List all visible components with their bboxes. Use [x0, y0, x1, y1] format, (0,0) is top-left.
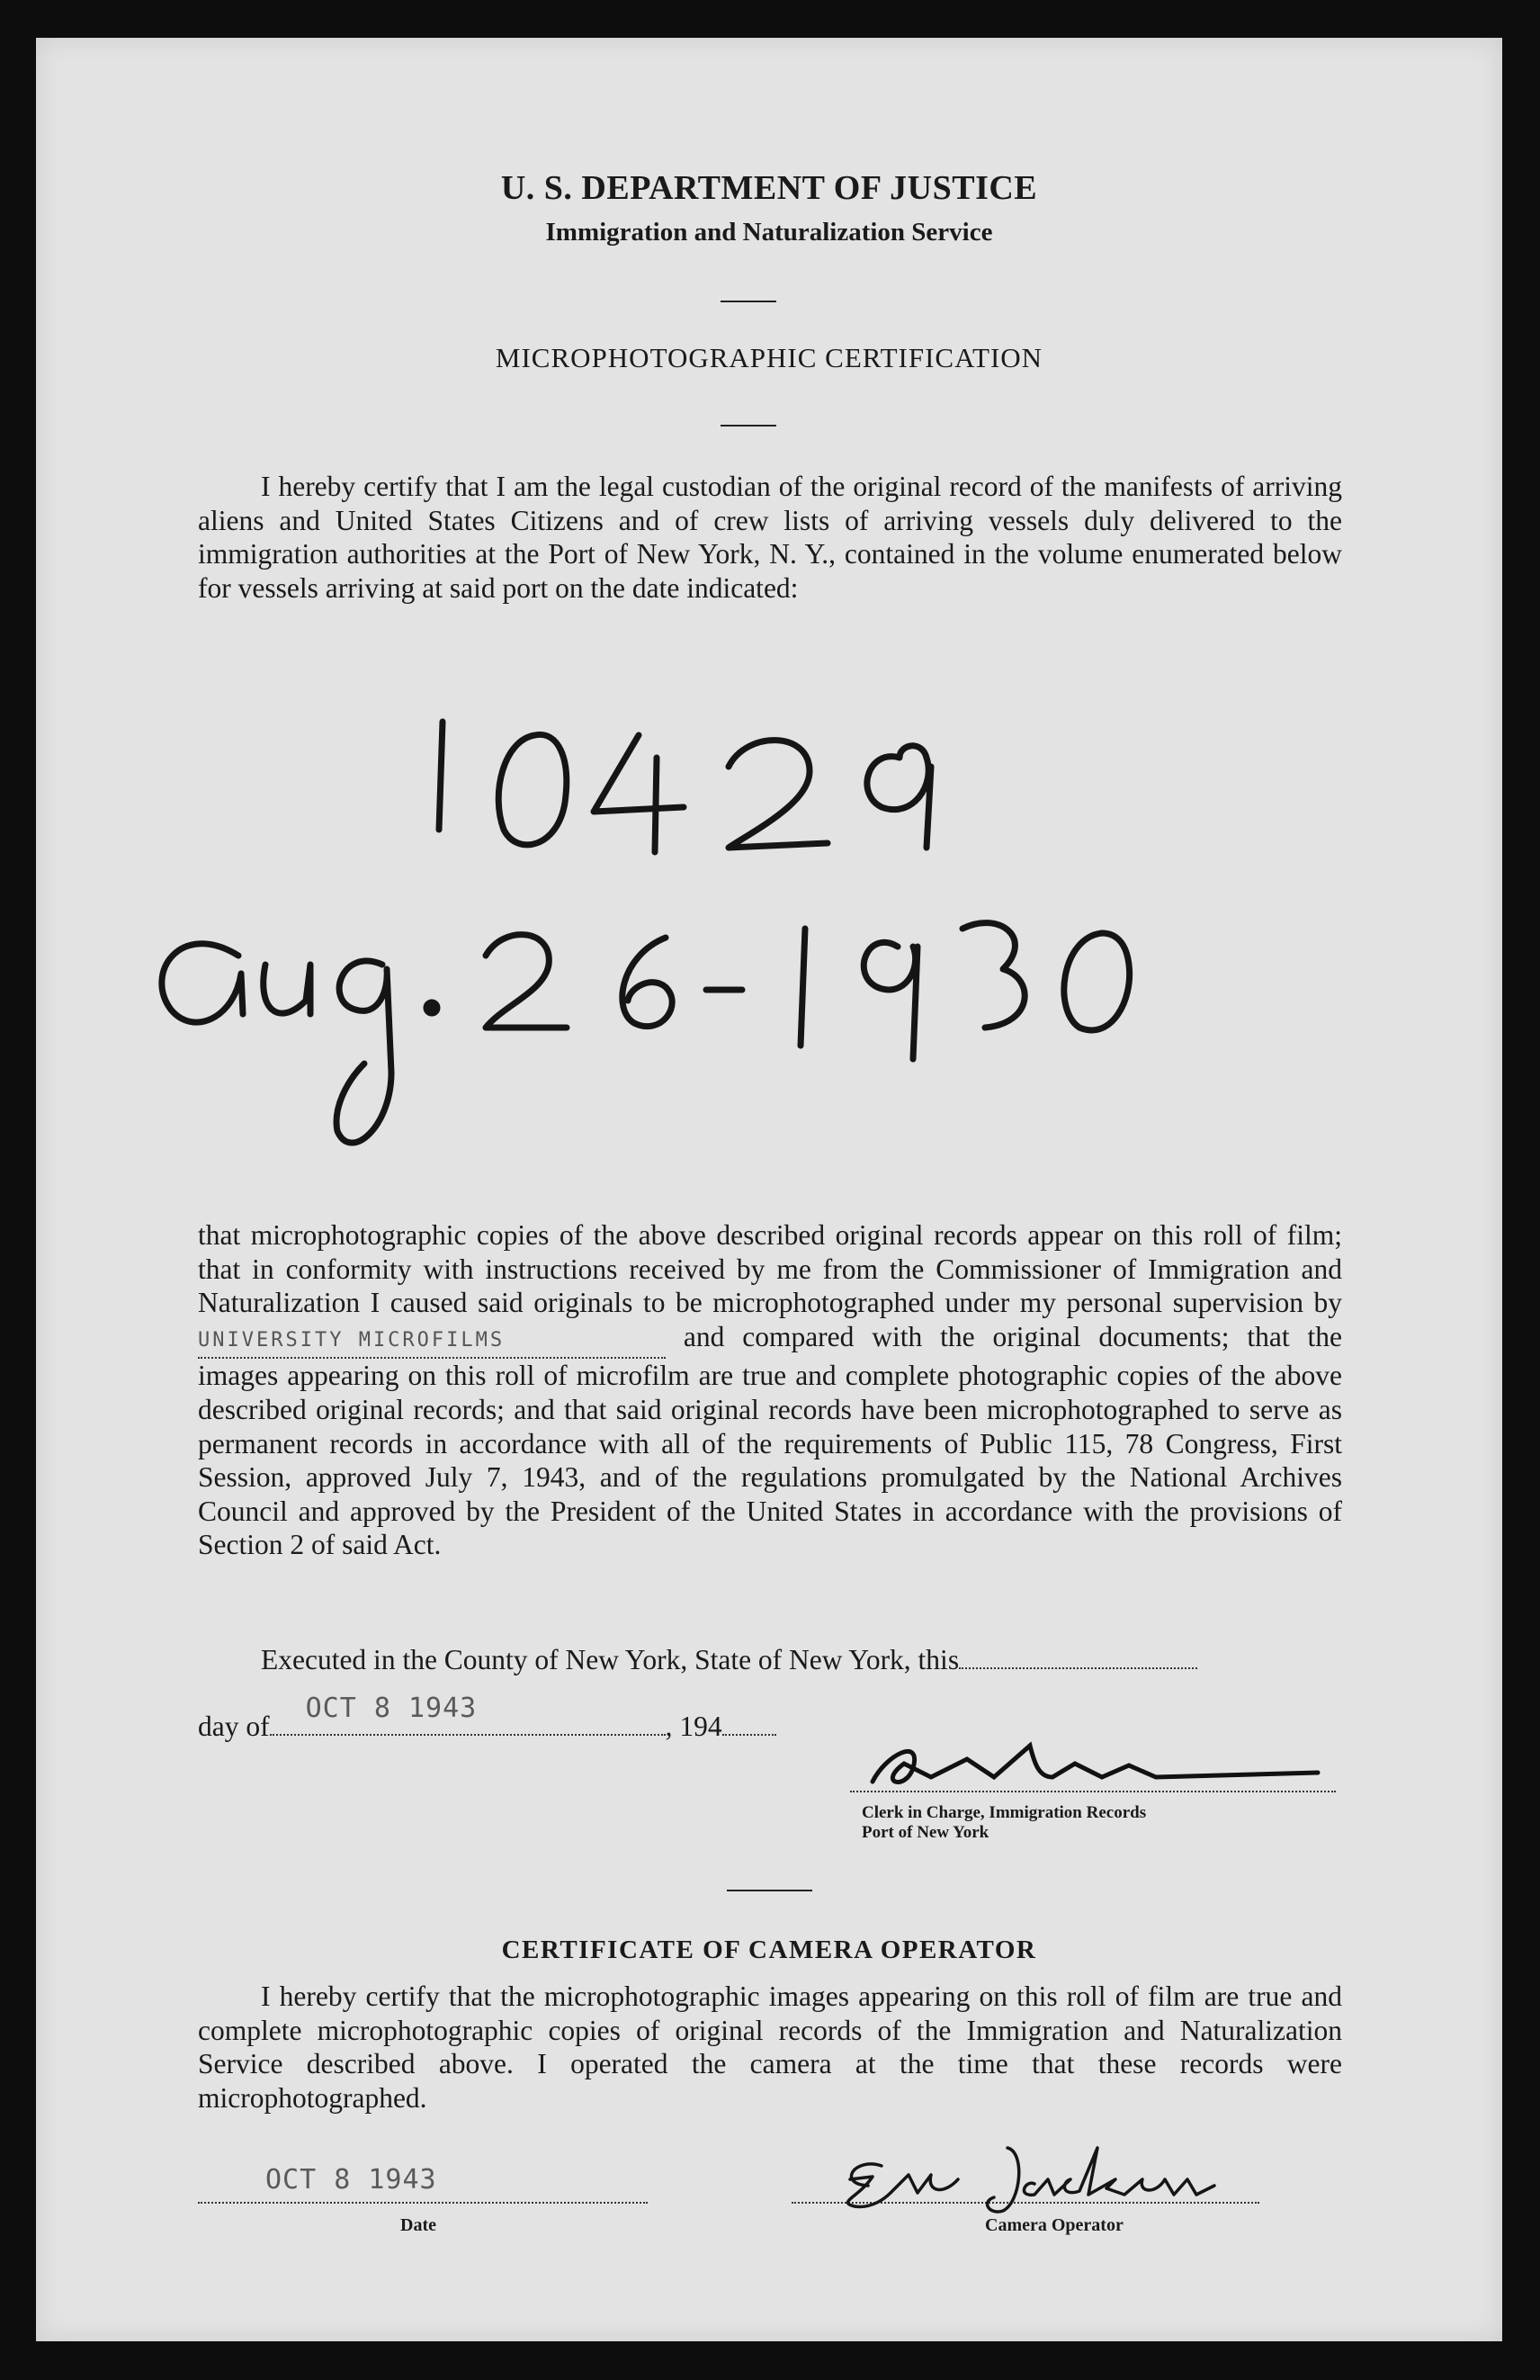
typed-supervisor: UNIVERSITY MICROFILMS — [198, 1328, 506, 1352]
handwritten-digit — [498, 734, 567, 844]
handwritten-letter — [162, 944, 243, 1022]
operator-signature — [819, 2130, 1232, 2220]
day-of-line — [198, 1693, 776, 1743]
handwritten-digit — [486, 935, 567, 1028]
certification-body — [198, 1218, 1342, 1562]
operator-caption: Camera Operator — [985, 2215, 1124, 2235]
handwritten-digit — [801, 929, 805, 1046]
handwritten-digit — [867, 746, 931, 848]
handwritten-digit — [1064, 933, 1130, 1030]
stamped-date: OCT 8 1943 — [305, 1693, 478, 1724]
clerk-signature — [850, 1728, 1336, 1791]
clerk-title-line1: Clerk in Charge, Immigration Records — [862, 1803, 1147, 1822]
handwritten-volume-entry — [36, 38, 1502, 1208]
year-prefix: , 194 — [665, 1711, 722, 1742]
clerk-signature-line — [850, 1728, 1336, 1792]
clerk-title-line2: Port of New York — [862, 1823, 989, 1842]
certification-title: MICROPHOTOGRAPHIC CERTIFICATION — [495, 342, 1043, 373]
camera-operator-heading: CERTIFICATE OF CAMERA OPERATOR — [501, 1935, 1037, 1964]
handwritten-digit — [962, 923, 1025, 1028]
handwritten-digit — [594, 735, 684, 852]
body-text-after: and compared with the original documents; that the images appearing on this roll of microfilm are true and complete photographic copies of the above described original records; and that said original records have been microphotographed to serve as permanent records in accordance with all of the requirements of Public 115, 78 Congress, First Session, approved July 7, 1943, and of the regulations promulgated by the National Archives Council and approved by the President of the United States in accordance with the provisions of Section 2 of said Act. — [198, 1320, 1343, 1561]
handwritten-digit — [439, 722, 443, 830]
day-of-label: day of — [198, 1711, 270, 1742]
handwritten-letter — [336, 961, 391, 1143]
intro-paragraph: I hereby certify that I am the legal custodian of the original record of the manifests of arriving aliens and United States Citizens and of crew lists of arriving vessels duly delivered to the immigration authorities at the Port of New York, N. Y., contained in the volume enumerated below for vessels arriving at said port on the date indicated: — [198, 471, 1342, 604]
date-caption: Date — [400, 2215, 436, 2235]
executed-line — [261, 1644, 1345, 1676]
body-text-before: that microphotographic copies of the above described original records appear on this roll of film; that in conformity with instructions received by me from the Commissioner of Immigration and Naturalization I caused said originals to be microphotographed under my personal supervision by — [198, 1219, 1342, 1319]
divider — [727, 1890, 812, 1891]
year-field — [722, 1734, 776, 1736]
clerk-signature-text: Geo. Baesner — [904, 1750, 1087, 1782]
handwritten-digit — [864, 942, 918, 1059]
operator-stamped-date: OCT 8 1943 — [265, 2164, 437, 2196]
handwritten-digit — [622, 938, 672, 1027]
executed-text: Executed in the County of New York, State of New York, this — [261, 1644, 960, 1675]
supervisor-field — [198, 1320, 666, 1360]
camera-operator-paragraph: I hereby certify that the microphotographic images appearing on this roll of film are true and complete microphotographic copies of original records of the Immigration and Naturalization Service described above. I operated the camera at the time that these records were microphotographed. — [198, 1980, 1342, 2114]
clerk-title — [862, 1803, 1146, 1843]
service-subheading: Immigration and Naturalization Service — [545, 218, 993, 247]
day-of-field — [270, 1693, 666, 1736]
department-heading: U. S. DEPARTMENT OF JUSTICE — [500, 169, 1038, 207]
handwritten-digit — [729, 741, 828, 848]
handwritten-period — [426, 1002, 437, 1013]
operator-date-line — [198, 2202, 648, 2204]
executed-day-field — [959, 1667, 1197, 1669]
certificate-page — [36, 38, 1502, 2341]
handwritten-letter — [264, 965, 310, 1014]
operator-signature-text: Eva Jackson — [882, 2157, 1124, 2203]
